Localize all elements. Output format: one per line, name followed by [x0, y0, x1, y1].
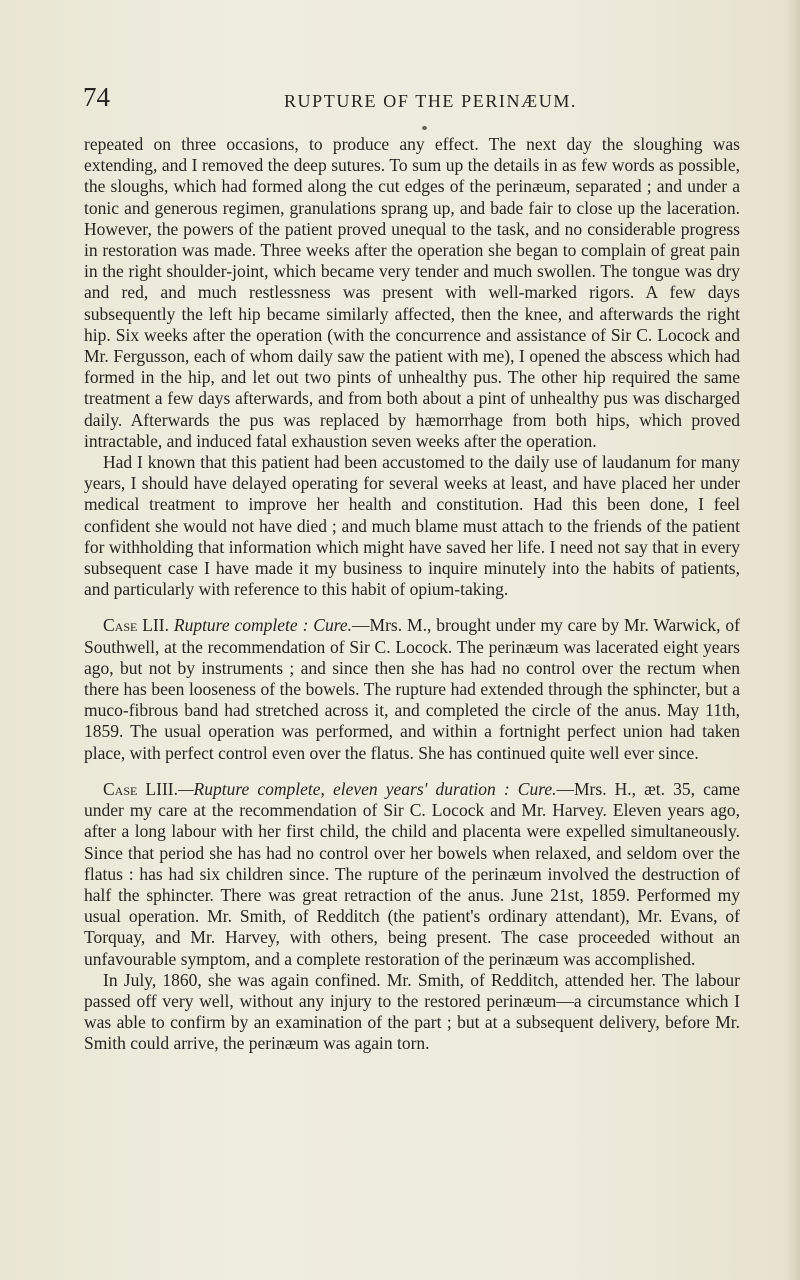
running-title: RUPTURE OF THE PERINÆUM. — [283, 91, 578, 111]
page-edge-shadow — [786, 0, 800, 1280]
paragraph-continued — [84, 134, 740, 452]
ink-speck — [422, 126, 427, 130]
case-liii-paragraph — [84, 779, 740, 970]
paragraph-followup — [84, 970, 740, 1055]
case-lii-paragraph — [84, 615, 740, 763]
case-label: Case LII. — [103, 615, 169, 636]
paragraph-text: repeated on three occasions, to produce any effect. The next day the sloughing was extending, and I removed the deep sutures. To sum up the details in as few words as possible, the sloughs, which had formed along the cut edges of the perinæum, separated ; and under a tonic and generous regimen, granulations sprang up, and bade fair to close up the laceration. However, the powers of the patient proved unequal to the task, and no considerable progress in restoration was made. Three weeks after the operation she began to complain of great pain in the right shoulder-joint, which became very tender and much swollen. The tongue was dry and red, and much restlessness was present with well-marked rigors. A few days subsequently the left hip became similarly affected, then the knee, and afterwards the right hip. Six weeks after the operation (with the concurrence and assistance of Sir C. Locock and Mr. Fergusson, each of whom daily saw the patient with me), I opened the abscess which had formed in the hip, and let out two pints of unhealthy pus. The other hip required the same treatment a few days afterwards, and from both about a pint of unhealthy pus was discharged daily. Afterwards the pus was replaced by hæmorrhage from both hips, which proved intractable, and induced fatal exhaustion seven weeks after the operation. — [84, 134, 740, 451]
paragraph-laudanum — [84, 452, 740, 600]
body-text — [84, 134, 740, 1055]
case-text: —Mrs. H., æt. 35, came under my care at the recommendation of Sir C. Locock and Mr. Harvey. Eleven years ago, after a long labour with her first child, the child and placenta were expelled simultaneously. Since that period she has had no control over her bowels when relaxed, and seldom over the flatus : has had six children since. The rupture of the perinæum involved the destruction of half the sphincter. There was great retraction of the anus. June 21st, 1859. Performed my usual operation. Mr. Smith, of Redditch (the patient's ordinary attendant), Mr. Evans, of Torquay, and Mr. Harvey, with others, being present. The case proceeded without an unfavourable symptom, and a complete restoration of the perinæum was accomplished. — [84, 778, 741, 969]
page-number: 74 — [83, 82, 110, 112]
case-title: Rupture complete : Cure. — [173, 615, 353, 636]
running-header — [83, 84, 738, 114]
case-label: Case LIII. — [103, 778, 178, 799]
paragraph-text: Had I known that this patient had been accustomed to the daily use of laudanum for many years, I should have delayed operating for several weeks at least, and have placed her under medical treatment to improve her health and constitution. Had this been done, I feel confident she would not have died ; and much blame must attach to the friends of the patient for withholding that information which might have saved her life. I need not say that in every subsequent case I have made it my business to inquire minutely into the habits of patients, and particularly with reference to this habit of opium-taking. — [84, 452, 740, 600]
paragraph-text: In July, 1860, she was again confined. Mr. Smith, of Redditch, attended her. The labour passed off very well, without any injury to the restored perinæum—a circumstance which I was able to confirm by an examination of the part ; but at a subsequent delivery, before Mr. Smith could arrive, the perinæum was again torn. — [84, 969, 740, 1054]
case-title: —Rupture complete, eleven years' duration : Cure. — [177, 778, 557, 799]
case-text: —Mrs. M., brought under my care by Mr. Warwick, of Southwell, at the recommendation of Sir C. Locock. The perinæum was lacerated eight years ago, but not by instruments ; and since then she has had no control over the rectum when there has been looseness of the bowels. The rupture had extended through the sphincter, but a muco-fibrous band had stretched across it, and completed the circle of the anus. May 11th, 1859. The usual operation was performed, and within a fortnight perfect union had taken place, with perfect control even over the flatus. She has continued quite well ever since. — [84, 615, 741, 763]
